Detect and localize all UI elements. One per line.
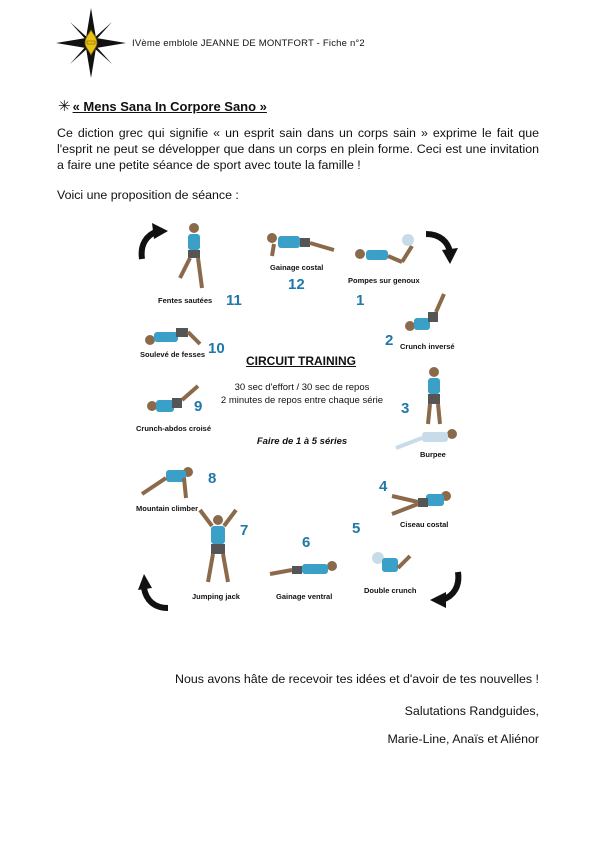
mountain-climber-figure <box>138 464 200 500</box>
gainage-costal-figure <box>264 228 336 258</box>
crunch-inverse-figure <box>398 292 460 336</box>
double-crunch-figure <box>368 548 414 584</box>
document-header: IVème emblole JEANNE DE MONTFORT - Fiche n°2 <box>132 38 365 49</box>
exercise-10-number: 10 <box>208 340 225 357</box>
circuit-line-1: 30 sec d'effort / 30 sec de repos <box>234 382 370 393</box>
exercise-5-number: 5 <box>352 520 361 537</box>
exercise-7-number: 7 <box>240 522 249 539</box>
compass-star-logo <box>56 8 126 78</box>
closing-signature: Marie-Line, Anaïs et Aliénor <box>387 732 539 746</box>
exercise-6-number: 6 <box>302 534 311 551</box>
circuit-instructions <box>212 382 392 407</box>
intro-paragraph: Ce diction grec qui signifie « un esprit sain dans un corps sain » exprime le fait que l'esprit ne peut se développer que dans un corps en plein forme. Ceci est une invitation a faire une petite séance de sport avec toute la famille ! <box>57 126 539 172</box>
circuit-series: Faire de 1 à 5 séries <box>256 436 348 447</box>
ciseau-costal-figure <box>390 486 458 518</box>
burpee-plank-figure <box>392 424 462 452</box>
exercise-1-number: 1 <box>356 292 365 309</box>
exercise-8-number: 8 <box>208 470 217 487</box>
exercise-3-label: Burpee <box>420 450 446 459</box>
closing-line-2: Salutations Randguides, <box>404 704 539 718</box>
exercise-10-label: Soulevé de fesses <box>140 350 206 359</box>
closing-line-1: Nous avons hâte de recevoir tes idées et d'avoir de tes nouvelles ! <box>175 672 539 686</box>
pompes-sur-genoux-figure <box>352 232 418 266</box>
circuit-training-diagram <box>128 218 468 618</box>
arrow-top-left-icon <box>136 223 170 261</box>
proposal-text: Voici une proposition de séance : <box>57 188 239 202</box>
gainage-ventral-figure <box>268 558 340 582</box>
exercise-11-label: Fentes sautées <box>158 296 213 305</box>
arrow-bottom-right-icon <box>430 570 464 608</box>
exercise-4-label: Ciseau costal <box>400 520 449 529</box>
exercise-9-number: 9 <box>194 398 203 415</box>
fentes-sautees-figure <box>172 222 212 292</box>
exercise-1-label: Pompes sur genoux <box>348 276 420 285</box>
exercise-11-number: 11 <box>226 292 242 309</box>
exercise-12-number: 12 <box>288 276 305 293</box>
arrow-top-right-icon <box>424 226 458 264</box>
exercise-7-label: Jumping jack <box>192 592 240 601</box>
exercise-4-number: 4 <box>379 478 388 495</box>
exercise-12-label: Gainage costal <box>270 263 324 272</box>
jumping-jack-figure <box>196 508 240 584</box>
exercise-8-label: Mountain climber <box>136 504 199 513</box>
exercise-2-number: 2 <box>385 332 394 349</box>
asterisk-icon: ✳ <box>58 98 71 115</box>
souleve-de-fesses-figure <box>142 322 206 348</box>
document-title <box>58 97 267 115</box>
title-text: « Mens Sana In Corpore Sano » <box>72 99 267 114</box>
exercise-5-label: Double crunch <box>364 586 417 595</box>
circuit-line-2: 2 minutes de repos entre chaque série <box>220 394 384 406</box>
crunch-abdos-croise-figure <box>142 378 203 418</box>
exercise-3-number: 3 <box>401 400 410 417</box>
exercise-9-label: Crunch-abdos croisé <box>136 424 212 433</box>
exercise-6-label: Gainage ventral <box>276 592 333 601</box>
circuit-title: CIRCUIT TRAINING <box>246 354 356 368</box>
exercise-2-label: Crunch inversé <box>400 342 455 351</box>
arrow-bottom-left-icon <box>138 574 172 612</box>
